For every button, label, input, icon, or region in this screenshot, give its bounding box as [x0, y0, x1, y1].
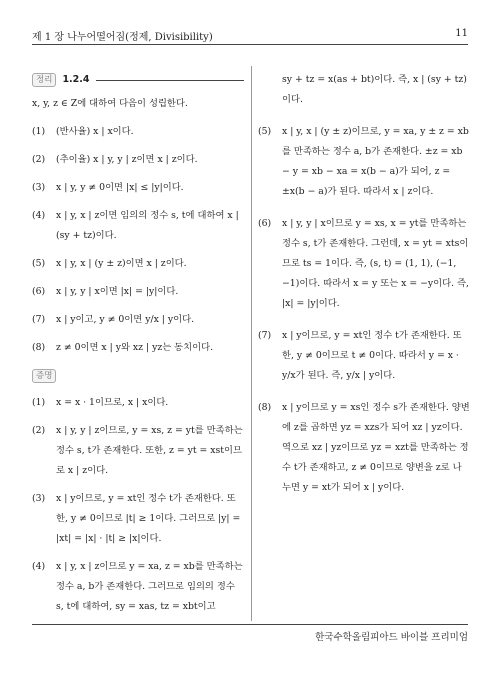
- theorem-item: [32, 310, 244, 330]
- item-text: x | y이므로 y = xs인 정수 s가 존재한다. 양변에 z를 곱하면 yz = xzs가 되어 xz | yz이다. 역으로 xz | yz이므로 yz = xzt를 만족하는 정수 t가 존재하고, z ≠ 0이므로 양변을 z로 나누면 y = xt가 되어 x | y이다.: [282, 402, 470, 493]
- item-text: x | y, x | z이므로 y = xa, z = xb를 만족하는 정수 a, b가 존재한다. 그러므로 임의의 정수 s, t에 대하여, sy = xas, tz = xbt이고: [56, 561, 243, 612]
- item-text: x = x · 1이므로, x | x이다.: [56, 397, 169, 408]
- page-number: 11: [455, 28, 468, 39]
- item-number: (6): [258, 218, 272, 229]
- theorem-item: [32, 122, 244, 142]
- theorem-item: [32, 150, 244, 170]
- item-text: x | y, y | z이므로, y = xs, z = yt를 만족하는 정수 s, t가 존재한다. 또한, z = yt = xst이므로 x | z이다.: [56, 425, 243, 476]
- item-number: (1): [32, 397, 46, 408]
- proof-badge: 증명: [32, 369, 56, 383]
- item-number: (4): [32, 210, 46, 221]
- theorem-rule: [96, 80, 245, 81]
- theorem-item: [32, 254, 244, 274]
- proof-item: [258, 122, 470, 202]
- proof-item: [32, 489, 244, 549]
- proof-item: [258, 326, 470, 386]
- book-title: 한국수학올림피아드 바이블 프리미엄: [315, 632, 468, 643]
- item-text: x | y, y | x이므로 y = xs, x = yt를 만족하는 정수 s, t가 존재한다. 그런데, x = yt = xts이므로 ts = 1이다. 즉, (s, t) = (1, 1), (−1, −1)이다. 따라서 x = y 또는 x = −y이다. 즉, |x| = |y|이다.: [282, 218, 469, 309]
- theorem-intro: x, y, z ∈ Z에 대하여 다음이 성립한다.: [32, 98, 188, 109]
- item-number: (8): [258, 402, 272, 413]
- item-text: x | y이고, y ≠ 0이면 y/x | y이다.: [56, 314, 195, 325]
- item-number: (5): [32, 258, 46, 269]
- item-number: (2): [32, 425, 46, 436]
- item-text: x | y, x | (y ± z)이면 x | z이다.: [56, 258, 187, 269]
- item-number: (1): [32, 126, 46, 137]
- proof-item: [258, 398, 470, 498]
- item-text: z ≠ 0이면 x | y와 xz | yz는 동치이다.: [56, 342, 214, 353]
- page-header: [32, 26, 468, 45]
- proof-item: [32, 421, 244, 481]
- theorem-item: [32, 178, 244, 198]
- chapter-title: 제 1 장 나누어떨어짐(정제, Divisibility): [32, 32, 213, 43]
- item-number: (7): [258, 330, 272, 341]
- item-text: x | y, y | x이면 |x| = |y|이다.: [56, 286, 179, 297]
- item-text: (추이율) x | y, y | z이면 x | z이다.: [56, 154, 198, 165]
- proof-item: [32, 393, 244, 413]
- continuation-text: sy + tz = x(as + bt)이다. 즉, x | (sy + tz)이다.: [282, 74, 467, 105]
- item-text: x | y, x | z이면 임의의 정수 s, t에 대하여 x | (sy + tz)이다.: [56, 210, 239, 241]
- theorem-item: [32, 338, 244, 358]
- item-text: (반사율) x | x이다.: [56, 126, 134, 137]
- left-column: [32, 70, 244, 625]
- page-footer: [32, 624, 468, 643]
- item-number: (5): [258, 126, 272, 137]
- item-text: x | y, y ≠ 0이면 |x| ≤ |y|이다.: [56, 182, 184, 193]
- proof-item: [32, 557, 244, 617]
- item-text: x | y이므로, y = xt인 정수 t가 존재한다. 또한, y ≠ 0이므로 |t| ≥ 1이다. 그러므로 |y| = |xt| = |x| · |t| ≥ |x|이다.: [56, 493, 241, 544]
- theorem-badge: 정리: [32, 73, 56, 87]
- item-number: (3): [32, 182, 46, 193]
- proof-continuation: [258, 70, 470, 110]
- right-column: [258, 70, 470, 510]
- theorem-item: [32, 282, 244, 302]
- item-number: (4): [32, 561, 46, 572]
- theorem-number: 1.2.4: [62, 74, 90, 85]
- proof-item: [258, 214, 470, 314]
- item-number: (7): [32, 314, 46, 325]
- item-text: x | y이므로, y = xt인 정수 t가 존재한다. 또한, y ≠ 0이므로 t ≠ 0이다. 따라서 y = x · y/x가 된다. 즉, y/x | y이다.: [282, 330, 462, 381]
- theorem-item: [32, 206, 244, 246]
- item-text: x | y, x | (y ± z)이므로, y = xa, y ± z = xb를 만족하는 정수 a, b가 존재한다. ±z = xb − y = xb − xa = x(b − a)가 되어, z = ±x(b − a)가 된다. 따라서 x | z이다.: [282, 126, 469, 197]
- item-number: (6): [32, 286, 46, 297]
- item-number: (8): [32, 342, 46, 353]
- theorem-heading: [32, 70, 244, 90]
- item-number: (3): [32, 493, 46, 504]
- item-number: (2): [32, 154, 46, 165]
- column-divider: [251, 66, 252, 621]
